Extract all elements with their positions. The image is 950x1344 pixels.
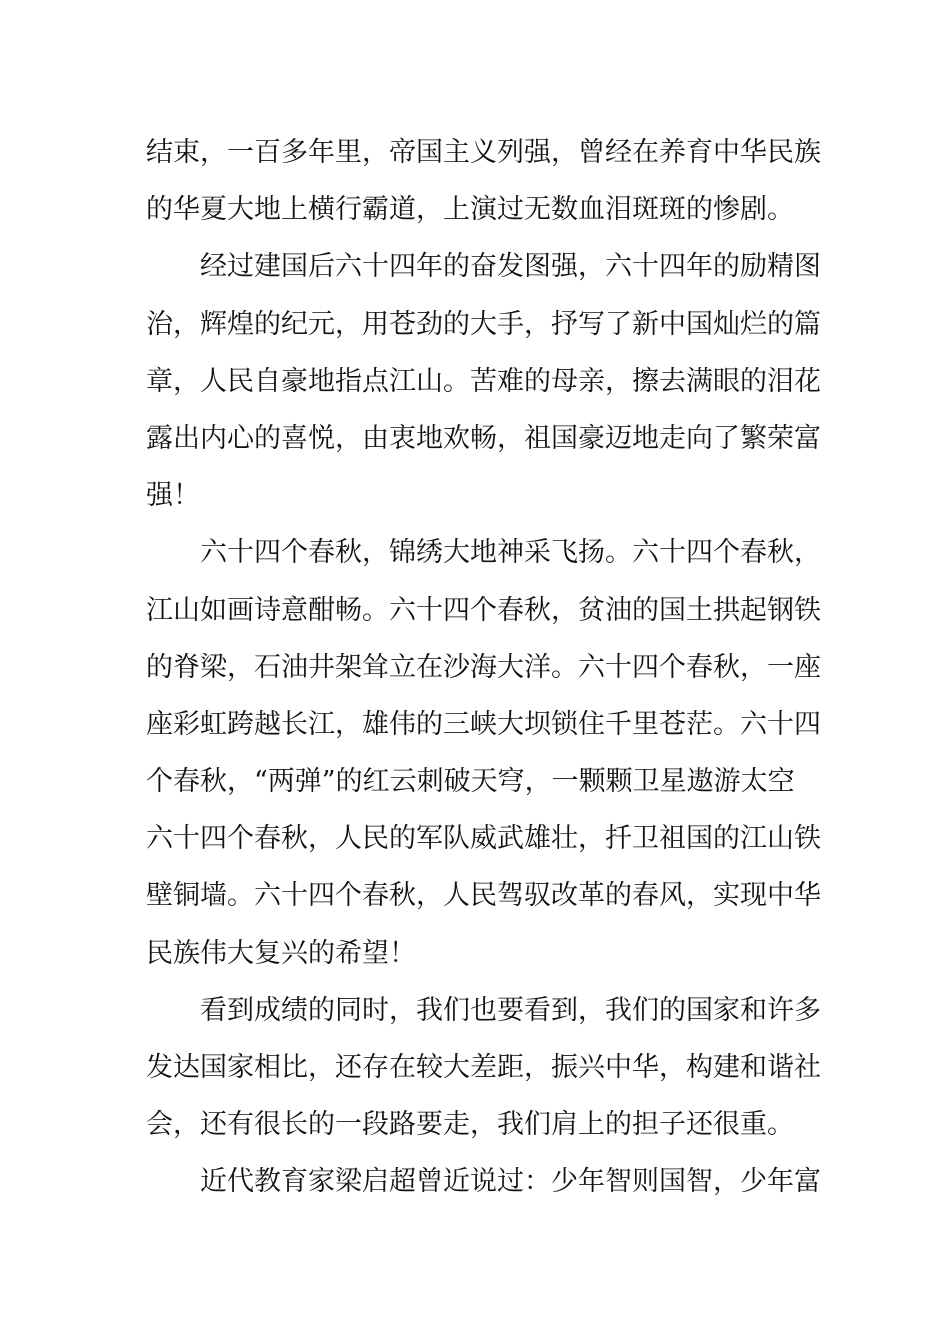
text-line: 发达国家相比，还存在较大差距，振兴中华，构建和谐社 [146,1052,821,1083]
text-line: 个春秋，“两弹”的红云刺破天穹，一颗颗卫星遨游太空 [146,766,795,798]
text-line: 的华夏大地上横行霸道，上演过无数血泪斑斑的惨剧。 [146,194,794,226]
text-line: 露出内心的喜悦，由衷地欢畅，祖国豪迈地走向了繁荣富 [146,422,821,454]
text-line: 的脊梁，石油井架耸立在沙海大洋。六十四个春秋，一座 [146,651,821,683]
paragraph-3 [146,524,821,982]
text-line: 民族伟大复兴的希望！ [146,937,416,969]
text-line: 章，人民自豪地指点江山。苦难的母亲，擦去满眼的泪花 [146,365,821,397]
text-line: 治，辉煌的纪元，用苍劲的大手，抒写了新中国灿烂的篇 [146,308,821,340]
text-line: 江山如画诗意酣畅。六十四个春秋，贫油的国土拱起钢铁 [146,594,821,626]
text-line: 看到成绩的同时，我们也要看到，我们的国家和许多 [200,994,821,1026]
text-line: 座彩虹跨越长江，雄伟的三峡大坝锁住千里苍茫。六十四 [146,708,821,740]
document-body [146,124,821,1211]
text-line: 结束，一百多年里，帝国主义列强，曾经在养育中华民族 [146,137,821,168]
text-line: 壁铜墙。六十四个春秋，人民驾驭改革的春风，实现中华 [146,880,821,912]
paragraph-2 [146,238,821,524]
text-line: 六十四个春秋，人民的军队威武雄壮，扦卫祖国的江山铁 [146,823,821,855]
text-line: 经过建国后六十四年的奋发图强，六十四年的励精图 [200,251,821,283]
paragraph-5 [146,1153,821,1210]
text-line: 强！ [146,480,200,512]
paragraph-4 [146,982,821,1154]
paragraph-1 [146,124,821,238]
text-line: 六十四个春秋，锦绣大地神采飞扬。六十四个春秋， [200,537,821,569]
text-line: 会，还有很长的一段路要走，我们肩上的担子还很重。 [146,1109,794,1141]
text-line: 近代教育家梁启超曾近说过：少年智则国智，少年富 [200,1166,821,1198]
